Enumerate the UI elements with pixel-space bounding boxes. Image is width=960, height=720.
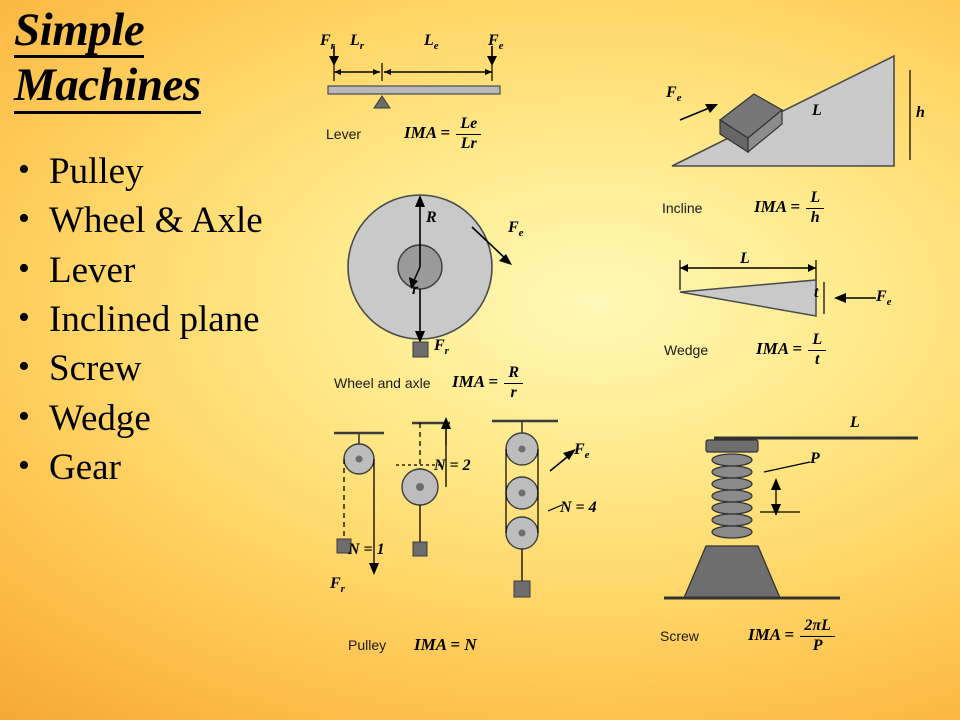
pulley-caption: Pulley bbox=[348, 637, 387, 653]
title-line-2: Machines bbox=[14, 61, 201, 113]
wheel-label-R: R bbox=[426, 209, 437, 226]
lever-label-Fe: $F_e$ bbox=[488, 32, 504, 53]
wedge-label-t: t bbox=[814, 284, 819, 301]
wheel-label-r: r bbox=[412, 281, 419, 298]
lever-caption: Lever bbox=[326, 126, 362, 142]
wheel-ima-denominator: r bbox=[510, 383, 517, 401]
screw-ima-denominator: P bbox=[812, 636, 823, 654]
title-line-1: Simple bbox=[14, 6, 144, 58]
incline-caption: Incline bbox=[662, 200, 703, 216]
wedge-ima-label: IMA = bbox=[756, 339, 803, 359]
incline-ima-denominator: h bbox=[810, 208, 820, 226]
incline-ima-numerator: L bbox=[806, 190, 824, 209]
wedge-diagram bbox=[664, 250, 944, 400]
wheel-and-axle-ima bbox=[452, 365, 525, 402]
list-item: • Inclined plane bbox=[16, 300, 346, 340]
incline-label-h: h bbox=[916, 104, 925, 121]
wheel-ima-label: IMA = bbox=[452, 372, 499, 392]
page-title bbox=[14, 6, 314, 117]
wedge-ima-denominator: t bbox=[814, 350, 820, 368]
incline-ima-label: IMA = bbox=[754, 197, 801, 217]
screw-ima-label: IMA = bbox=[748, 625, 795, 645]
screw-ima-fraction bbox=[800, 618, 835, 655]
lever-label-Lr: $L_r$ bbox=[350, 32, 365, 53]
screw-drawing bbox=[660, 412, 950, 645]
lever-ima bbox=[404, 116, 483, 153]
screw-diagram bbox=[660, 412, 950, 682]
wheel-ima-fraction bbox=[504, 365, 523, 402]
screw-label-L: L bbox=[850, 414, 860, 431]
list-item: • Wedge bbox=[16, 399, 346, 439]
lever-ima-denominator: Lr bbox=[460, 134, 477, 152]
screw-caption: Screw bbox=[660, 628, 699, 644]
incline-label-Fe: $F_e$ bbox=[666, 84, 682, 105]
lever-ima-numerator: Le bbox=[456, 116, 481, 135]
list-item: • Gear bbox=[16, 448, 346, 488]
pulley-label-Fr: $F_r$ bbox=[330, 575, 345, 596]
lever-diagram bbox=[312, 30, 562, 180]
list-item: • Pulley bbox=[16, 152, 346, 192]
screw-ima-numerator: 2πL bbox=[800, 618, 835, 637]
figure-panel bbox=[312, 30, 960, 690]
wheel-and-axle-diagram bbox=[312, 185, 572, 400]
wheel-label-Fe: $F_e$ bbox=[508, 219, 524, 240]
incline-ima-fraction bbox=[806, 190, 824, 227]
pulley-label-Fe: $F_e$ bbox=[574, 441, 590, 462]
wedge-label-L: L bbox=[740, 250, 750, 267]
screw-label-P: P bbox=[810, 450, 820, 467]
lever-label-Fr: $F_r$ bbox=[320, 32, 335, 53]
incline-ima bbox=[754, 190, 826, 227]
incline-drawing bbox=[662, 48, 942, 198]
wedge-ima bbox=[756, 332, 828, 369]
wedge-ima-fraction bbox=[808, 332, 826, 369]
wheel-label-Fr: $F_r$ bbox=[434, 337, 449, 358]
bullet-list bbox=[16, 152, 346, 497]
wheel-and-axle-caption: Wheel and axle bbox=[334, 375, 431, 391]
pulley-label-N4: N = 4 bbox=[560, 499, 597, 516]
lever-label-Le: $L_e$ bbox=[424, 32, 439, 53]
pulley-drawing bbox=[322, 415, 602, 645]
pulley-ima: IMA = N bbox=[414, 635, 477, 654]
pulley-label-N1: N = 1 bbox=[348, 541, 385, 558]
lever-ima-fraction bbox=[456, 116, 481, 153]
list-item: • Screw bbox=[16, 349, 346, 389]
pulley-label-N2: N = 2 bbox=[434, 457, 471, 474]
incline-label-L: L bbox=[812, 102, 822, 119]
list-item: • Wheel & Axle bbox=[16, 201, 346, 241]
wedge-label-Fe: $F_e$ bbox=[876, 288, 892, 309]
pulley-diagram bbox=[322, 415, 602, 690]
wedge-ima-numerator: L bbox=[808, 332, 826, 351]
screw-ima bbox=[748, 618, 837, 655]
wheel-ima-numerator: R bbox=[504, 365, 523, 384]
incline-diagram bbox=[662, 48, 942, 238]
list-item: • Lever bbox=[16, 251, 346, 291]
wedge-caption: Wedge bbox=[664, 342, 709, 358]
lever-ima-label: IMA = bbox=[404, 123, 451, 143]
